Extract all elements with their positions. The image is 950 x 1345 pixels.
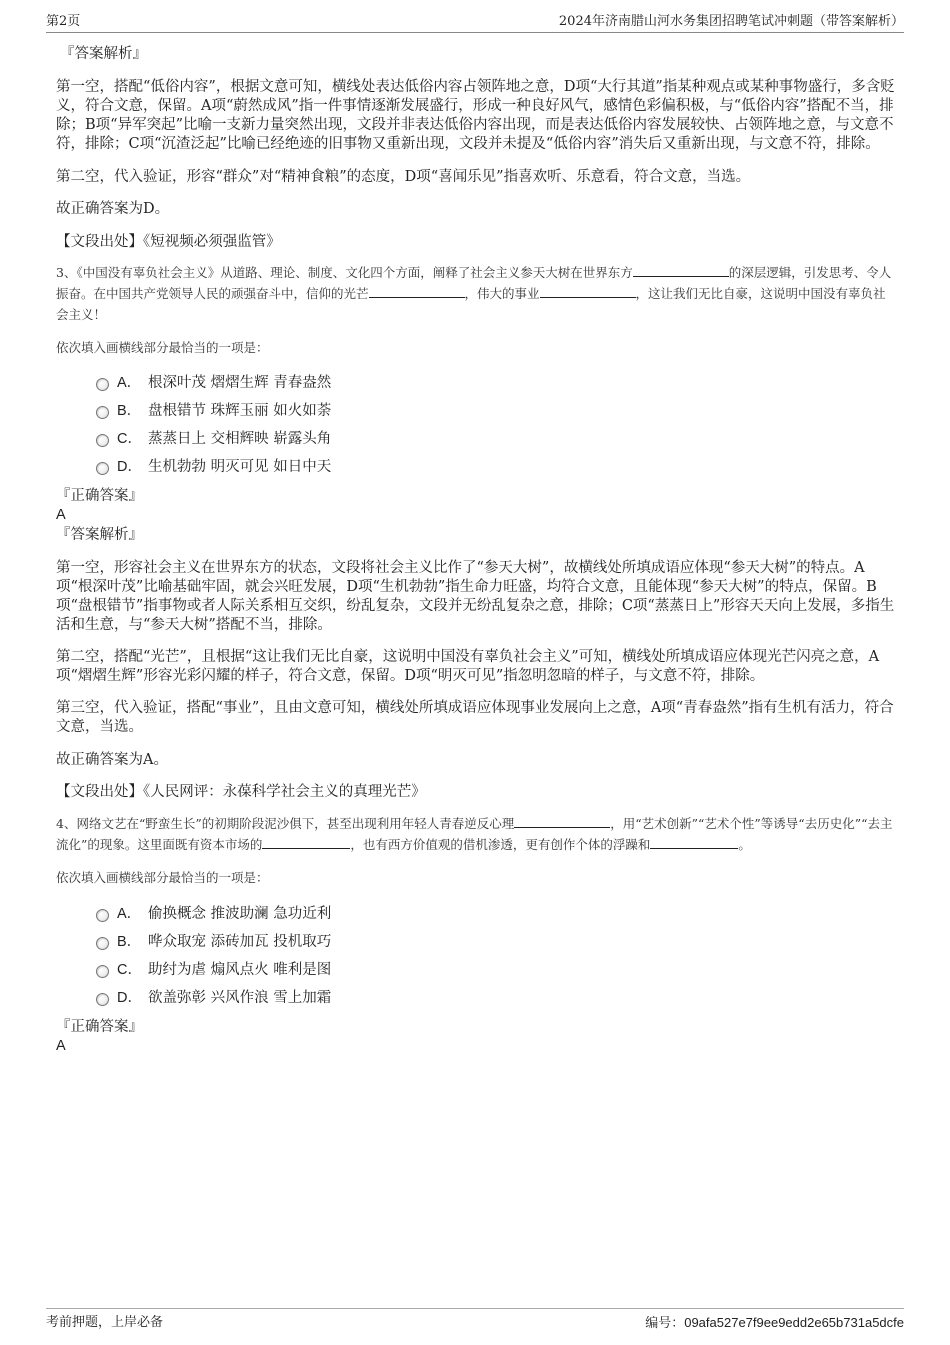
page-content: [56, 44, 898, 1055]
question-3: [56, 262, 898, 802]
q4-option-a[interactable]: A． 偷换概念 推波助澜 急功近利: [96, 900, 898, 928]
q2-analysis-p2: 第二空，代入验证，形容“群众”对“精神食粮”的态度，D项“喜闻乐见”指喜欢听、乐意看，符合文意，当选。: [56, 169, 751, 185]
page-number: 第2页: [46, 14, 81, 29]
q4-correct-label: 『正确答案』: [56, 1019, 143, 1035]
q2-analysis: [56, 44, 898, 252]
q2-analysis-label: 『答案解析』: [60, 46, 147, 62]
q3-analysis-p1: 第一空，形容社会主义在世界东方的状态，文段将社会主义比作了“参天大树”，故横线处所填成语应体现“参天大树”的特点。A项“根深叶茂”比喻基础牢固，就会兴旺发展，D项“生机勃勃”指生命力旺盛，均符合文意，且能体现“参天大树”的特点，保留。B项“盘根错节”指事物或者人际关系相互交织，纷乱复杂，文段并无纷乱复杂之意，排除；C项“蒸蒸日上”形容天天向上发展，多指生活和生意，与“参天大树”搭配不当，排除。: [56, 560, 895, 633]
page-footer: [46, 1308, 904, 1331]
q3-option-a[interactable]: A． 根深叶茂 熠熠生辉 青春盎然: [96, 369, 898, 397]
radio-button[interactable]: [96, 993, 109, 1006]
document-id-label: 编号：: [645, 1316, 685, 1331]
q3-option-c[interactable]: C． 蒸蒸日上 交相辉映 崭露头角: [96, 425, 898, 453]
q2-source: 【文段出处】《短视频必须强监管》: [56, 234, 281, 250]
q2-analysis-p1: 第一空，搭配“低俗内容”，根据文意可知，横线处表达低俗内容占领阵地之意，D项“大行其道”指某种观点或某种事物盛行，多含贬义，符合文意，保留。A项“蔚然成风”指一件事情逐渐发展盛行，形成一种良好风气，感情色彩偏积极，与“低俗内容”搭配不当，排除；B项“异军突起”比喻一支新力量突然出现，文段并非表达低俗内容出现，而是表达低俗内容发展较快、占领阵地之意，与文意不符，排除；C项“沉渣泛起”比喻已经绝迹的旧事物又重新出现，文段并未提及“低俗内容”消失后又重新出现，与文意不符，排除。: [56, 79, 895, 152]
radio-button[interactable]: [96, 434, 109, 447]
document-id-value: 09afa527e7f9ee9edd2e65b731a5dcfe: [684, 1315, 904, 1330]
q4-stem: 4、网络文艺在“野蛮生长”的初期阶段泥沙俱下，甚至出现利用年轻人青春逆反心理 ，用“艺术创新”“艺术个性”等诱导“去历史化”“去主流化”的现象。这里面既有资本市场的 ，也有西方价值观的借机渗透，更有创作个体的浮躁和 。: [56, 816, 893, 852]
q3-analysis-p2: 第二空，搭配“光芒”，且根据“这让我们无比自豪，这说明中国没有辜负社会主义”可知，横线处所填成语应体现光芒闪亮之意，A项“熠熠生辉”形容光彩闪耀的样子，符合文意，保留。D项“明灭可见”指忽明忽暗的样子，与文意不符，排除。: [56, 649, 880, 684]
q4-correct-answer: A: [56, 1038, 66, 1054]
q3-option-b[interactable]: B． 盘根错节 珠辉玉丽 如火如荼: [96, 397, 898, 425]
q3-blank-1: [633, 264, 729, 277]
radio-button[interactable]: [96, 909, 109, 922]
q3-conclusion: 故正确答案为A。: [56, 752, 168, 768]
q4-option-d[interactable]: D． 欲盖弥彰 兴风作浪 雪上加霜: [96, 984, 898, 1012]
q3-source: 【文段出处】《人民网评：永葆科学社会主义的真理光芒》: [56, 784, 426, 800]
q4-prompt: 依次填入画横线部分最恰当的一项是：: [56, 870, 269, 885]
document-title: 2024年济南腊山河水务集团招聘笔试冲刺题（带答案解析）: [558, 14, 904, 29]
radio-button[interactable]: [96, 406, 109, 419]
page-header: [46, 12, 904, 33]
q3-analysis-label: 『答案解析』: [56, 527, 143, 543]
question-4: [56, 813, 898, 1055]
q4-option-c[interactable]: C． 助纣为虐 煽风点火 唯利是图: [96, 956, 898, 984]
radio-button[interactable]: [96, 937, 109, 950]
footer-slogan: 考前押题，上岸必备: [46, 1315, 164, 1330]
q3-options: [96, 369, 898, 481]
radio-button[interactable]: [96, 378, 109, 391]
q4-blank-3: [650, 836, 738, 849]
q4-blank-1: [514, 815, 610, 828]
q4-blank-2: [262, 836, 350, 849]
radio-button[interactable]: [96, 462, 109, 475]
q3-blank-2: [369, 285, 465, 298]
q3-stem: 3、《中国没有辜负社会主义》从道路、理论、制度、文化四个方面，阐释了社会主义参天大树在世界东方 的深层逻辑，引发思考、令人振奋。在中国共产党领导人民的顽强奋斗中，信仰的光芒 ，伟大的事业 ，这让我们无比自豪，这说明中国没有辜负社会主义！: [56, 265, 892, 322]
q3-blank-3: [540, 285, 636, 298]
q3-correct-answer: A: [56, 507, 66, 523]
q4-option-b[interactable]: B． 哗众取宠 添砖加瓦 投机取巧: [96, 928, 898, 956]
radio-button[interactable]: [96, 965, 109, 978]
q4-options: [96, 900, 898, 1012]
q3-correct-label: 『正确答案』: [56, 488, 143, 504]
document-id: [645, 1312, 904, 1335]
q3-analysis-p3: 第三空，代入验证，搭配“事业”，且由文意可知，横线处所填成语应体现事业发展向上之意，A项“青春盎然”指有生机有活力，符合文意，当选。: [56, 700, 894, 735]
q2-conclusion: 故正确答案为D。: [56, 201, 170, 217]
q3-prompt: 依次填入画横线部分最恰当的一项是：: [56, 340, 269, 355]
q3-option-d[interactable]: D． 生机勃勃 明灭可见 如日中天: [96, 453, 898, 481]
